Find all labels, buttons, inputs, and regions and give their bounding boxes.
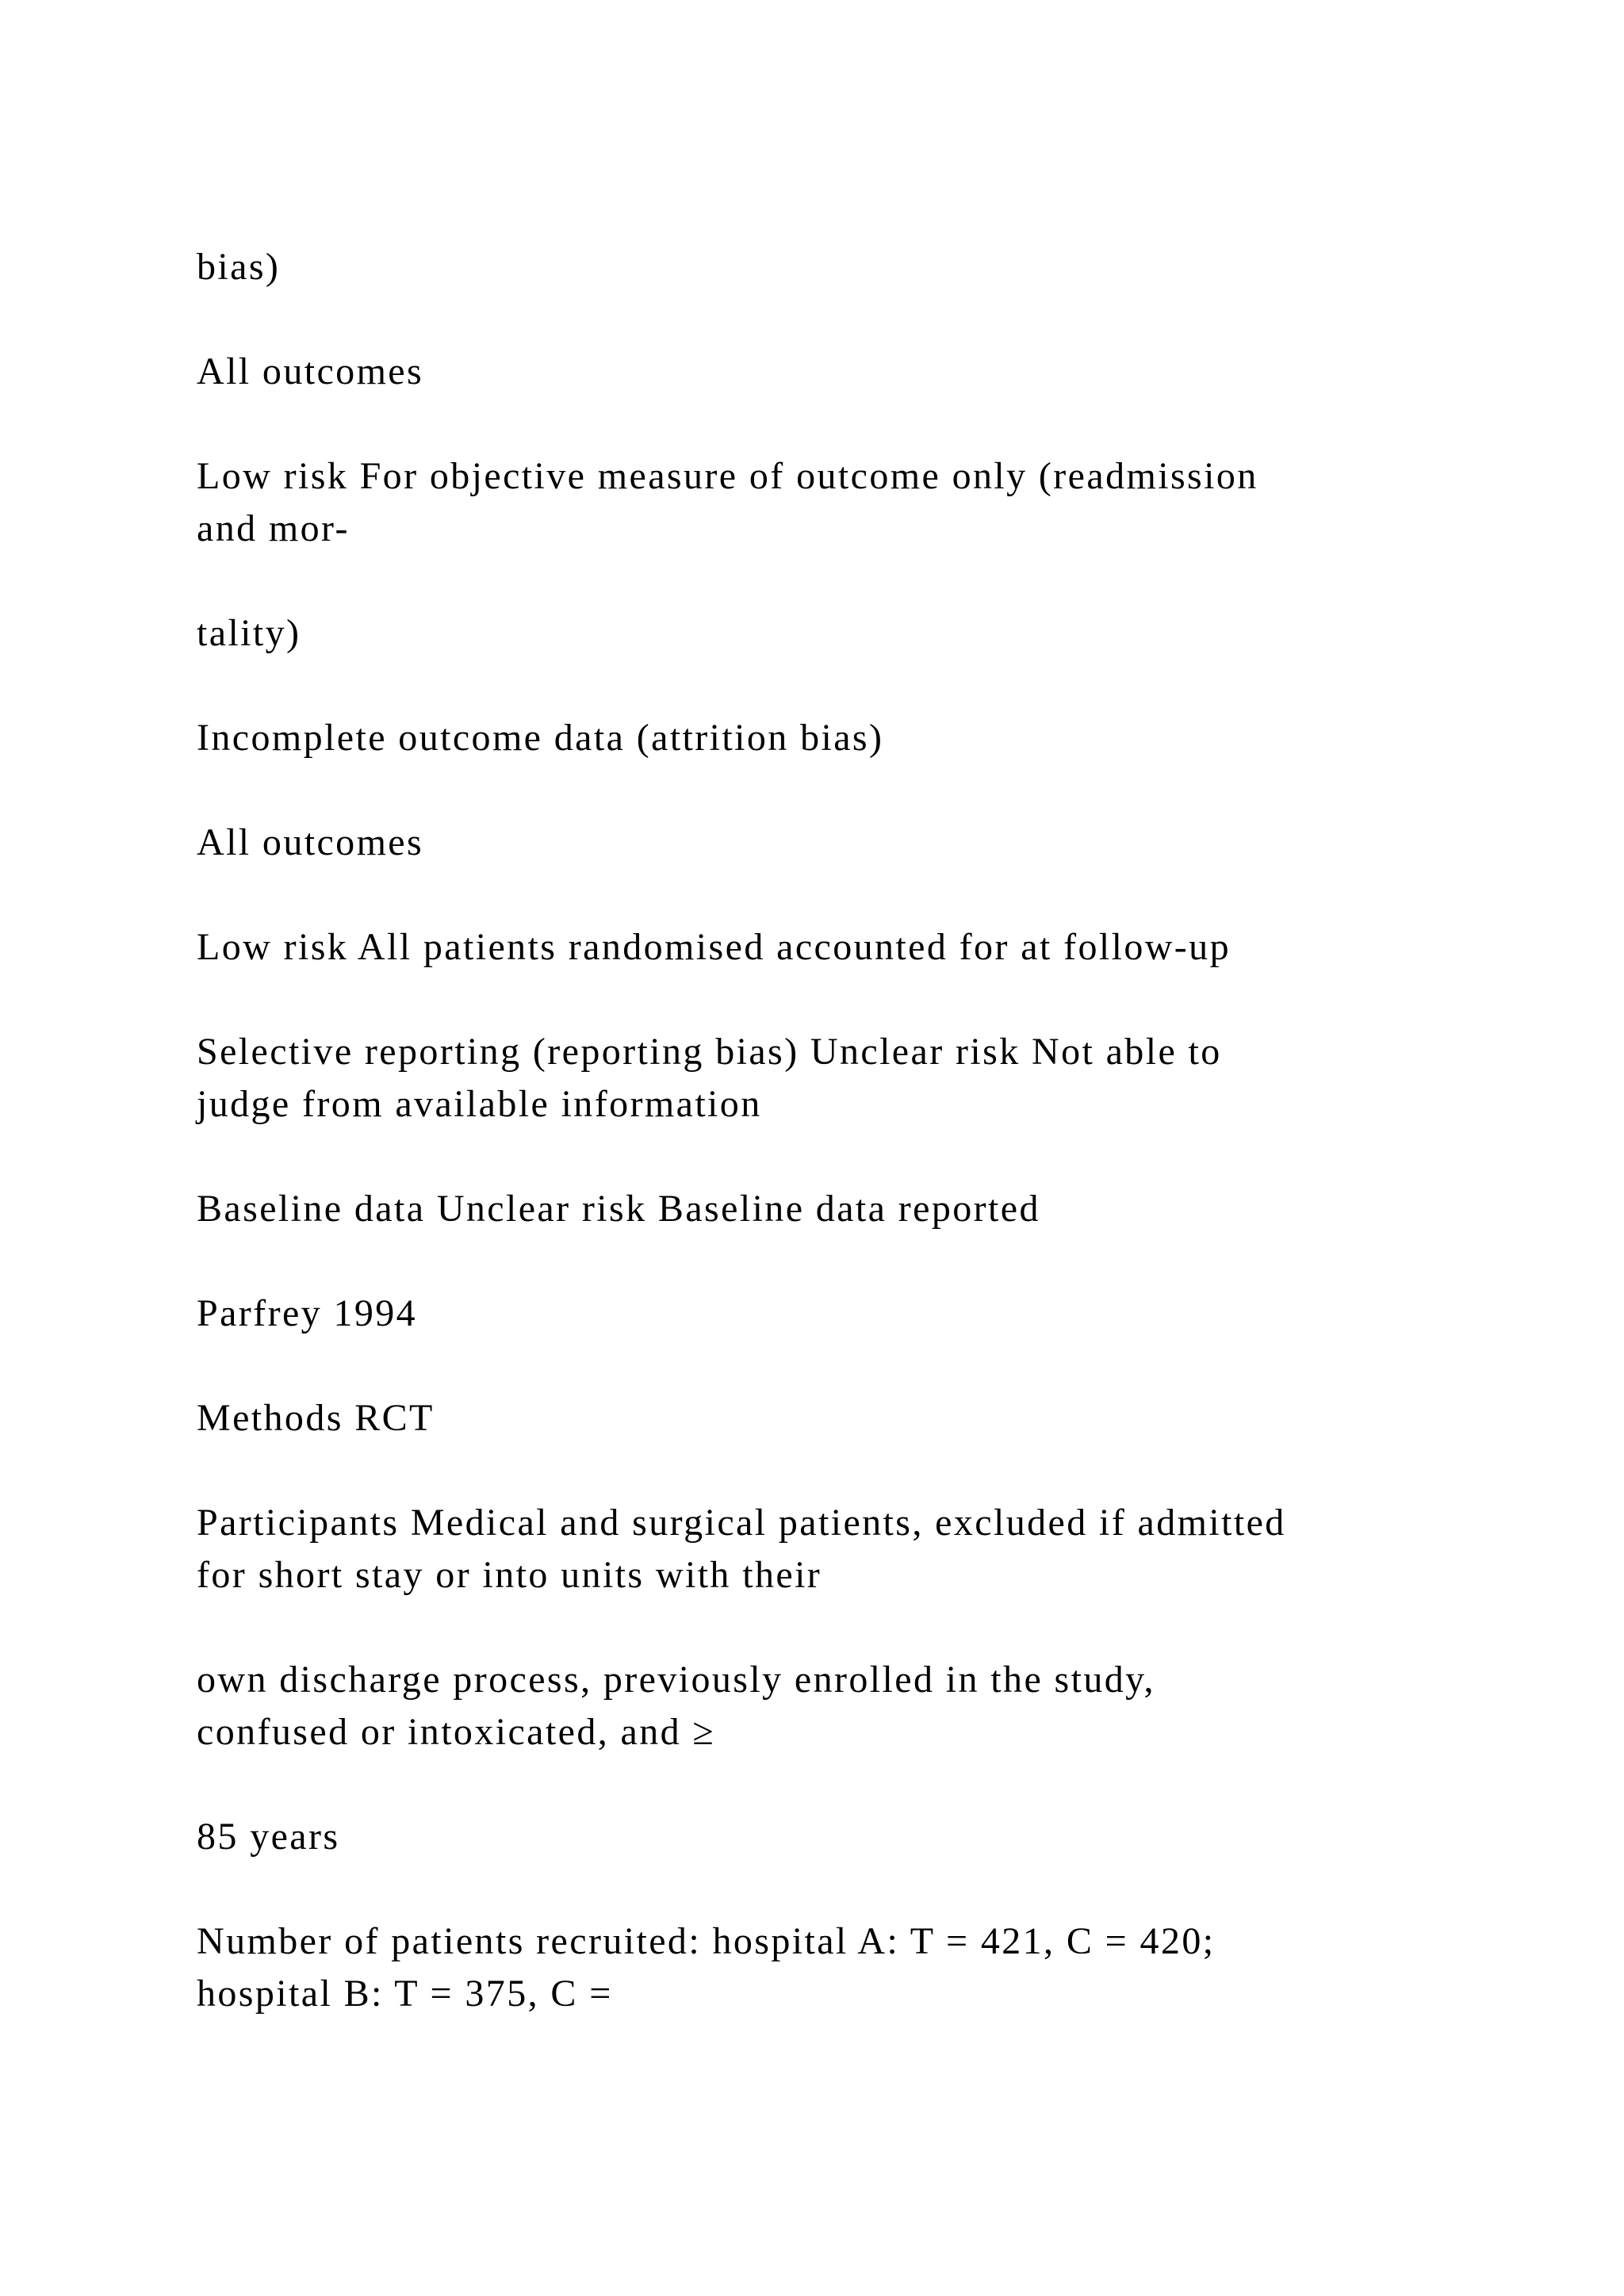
- paragraph-tality: tality): [197, 612, 301, 654]
- paragraph-low-risk-followup: Low risk All patients randomised accounted for at follow-up: [197, 926, 1231, 968]
- paragraph-exclusions: own discharge process, previously enrolled in the study, confused or intoxicated, and ≥: [197, 1659, 1155, 1753]
- paragraph-selective-reporting: Selective reporting (reporting bias) Unclear risk Not able to judge from available information: [197, 1031, 1222, 1125]
- paragraph-all-outcomes-2: All outcomes: [197, 821, 424, 863]
- paragraph-recruited: Number of patients recruited: hospital A: T = 421, C = 420; hospital B: T = 375, C =: [197, 1920, 1216, 2015]
- paragraph-incomplete-outcome: Incomplete outcome data (attrition bias): [197, 717, 884, 759]
- paragraph-all-outcomes: All outcomes: [197, 350, 424, 392]
- paragraph-participants: Participants Medical and surgical patients, excluded if admitted for short stay or into units with their: [197, 1502, 1286, 1596]
- paragraph-age: 85 years: [197, 1816, 340, 1858]
- paragraph-low-risk-objective: Low risk For objective measure of outcome only (readmission and mor-: [197, 455, 1258, 549]
- paragraph-study-name: Parfrey 1994: [197, 1292, 418, 1334]
- paragraph-baseline-data: Baseline data Unclear risk Baseline data reported: [197, 1188, 1040, 1230]
- paragraph-bias: bias): [197, 246, 281, 288]
- paragraph-methods: Methods RCT: [197, 1397, 435, 1439]
- document-body: [197, 241, 1434, 2072]
